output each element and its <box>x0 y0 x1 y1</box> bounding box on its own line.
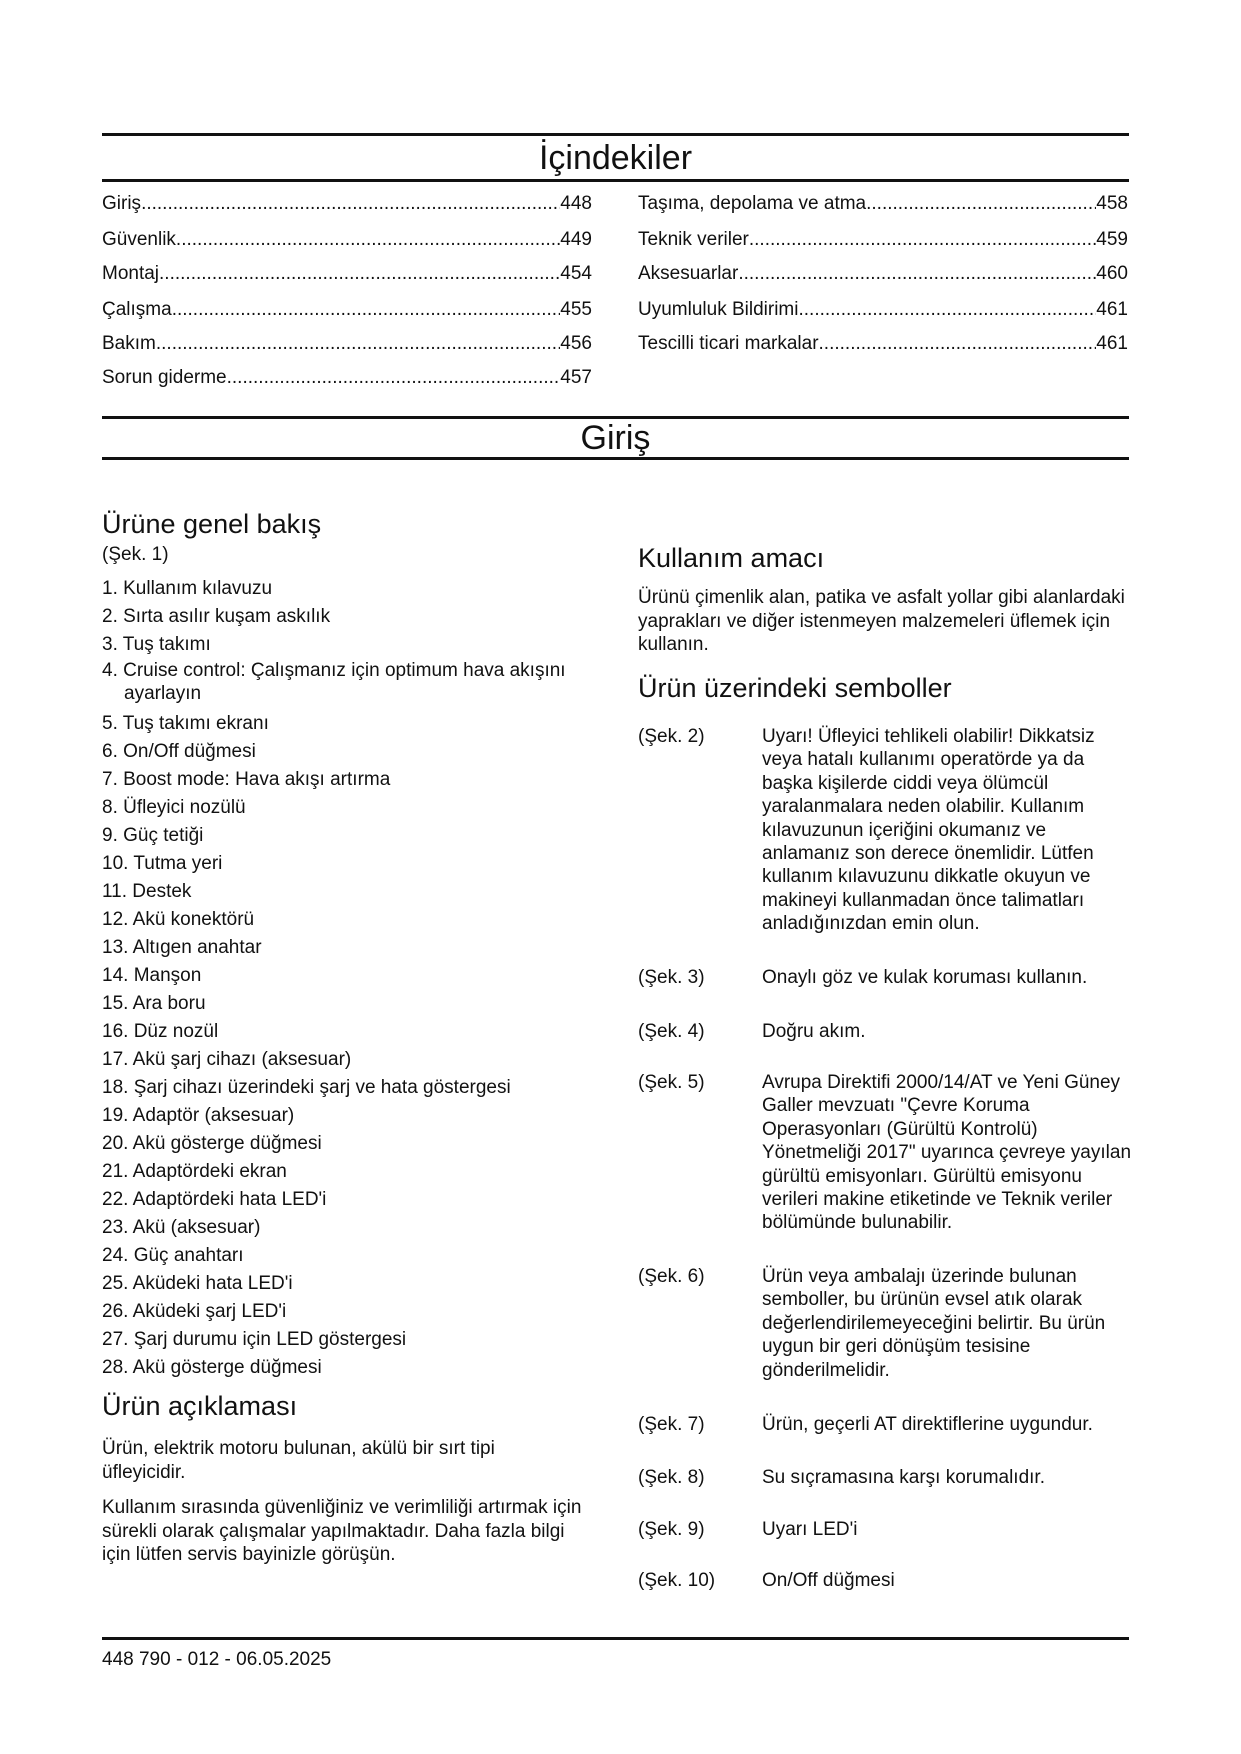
symbol-description: Doğru akım. <box>762 1021 866 1042</box>
toc-entry[interactable] <box>102 263 592 285</box>
list-item: 8. Üfleyici nozülü <box>102 797 246 818</box>
toc-entry-page: 449 <box>560 229 592 250</box>
symbol-description: On/Off düğmesi <box>762 1570 895 1591</box>
toc-entry[interactable] <box>638 193 1128 215</box>
toc-entry-page: 457 <box>560 367 592 388</box>
toc-leader-dots <box>141 193 560 215</box>
toc-entry-page: 454 <box>560 263 592 284</box>
list-item: 19. Adaptör (aksesuar) <box>102 1105 295 1126</box>
toc-entry-label: Güvenlik <box>102 229 176 250</box>
overview-list <box>102 575 602 1382</box>
symbol-description: Su sıçramasına karşı korumalıdır. <box>762 1467 1045 1488</box>
symbol-figure-ref: (Şek. 6) <box>638 1266 705 1287</box>
symbol-row <box>638 1071 1138 1235</box>
toc-entry-page: 448 <box>560 193 592 214</box>
symbol-figure-ref: (Şek. 2) <box>638 726 705 747</box>
symbol-description: Uyarı! Üfleyici tehlikeli olabilir! Dikkatsiz veya hatalı kullanımı operatörde ya da başka kişilerde ciddi veya ölümcül yaralanmalara neden olabilir. Kullanım kılavuzunun içeriğini okumanız ve anlamanız son derece önemlidir. Lütfen kullanım kılavuzunu dikkatle okuyun ve makineyi kullanmadan önce talimatları anladığınızdan emin olun. <box>762 726 1095 935</box>
list-item: 20. Akü gösterge düğmesi <box>102 1133 322 1154</box>
toc-entry[interactable] <box>638 229 1128 251</box>
toc-entry-label: Sorun giderme <box>102 367 227 388</box>
toc-entry[interactable] <box>102 299 592 321</box>
list-item: 28. Akü gösterge düğmesi <box>102 1357 322 1378</box>
list-item: 9. Güç tetiği <box>102 825 204 846</box>
toc-leader-dots <box>798 299 1096 321</box>
symbol-row <box>638 1265 1138 1382</box>
symbol-description: Uyarı LED'i <box>762 1519 858 1540</box>
list-item: 4. Cruise control: Çalışmanız için optimum hava akışını ayarlayın <box>102 660 566 704</box>
toc-entry-label: Taşıma, depolama ve atma <box>638 193 867 214</box>
section-title: Giriş <box>580 419 651 457</box>
list-item: 14. Manşon <box>102 965 202 986</box>
toc-entry-label: Montaj <box>102 263 160 284</box>
toc-entry-label: Çalışma <box>102 299 172 320</box>
list-item: 1. Kullanım kılavuzu <box>102 578 273 599</box>
section-bottom-rule <box>102 457 1129 460</box>
toc-entry-label: Tescilli ticari markalar <box>638 333 819 354</box>
symbol-description: Ürün veya ambalajı üzerinde bulunan semboller, bu ürünün evsel atık olarak değerlendirilemeyeceğini belirtir. Bu ürün uygun bir geri dönüşüm tesisine gönderilmelidir. <box>762 1266 1106 1381</box>
toc-leader-dots <box>159 263 560 285</box>
symbol-description: Ürün, geçerli AT direktiflerine uygundur. <box>762 1414 1093 1435</box>
toc-entry-page: 460 <box>1096 263 1128 284</box>
symbol-row <box>638 1020 1138 1043</box>
toc-entry-page: 455 <box>560 299 592 320</box>
toc-leader-dots <box>172 299 561 321</box>
list-item: 24. Güç anahtarı <box>102 1245 244 1266</box>
list-item: 18. Şarj cihazı üzerindeki şarj ve hata göstergesi <box>102 1077 511 1098</box>
toc-entry[interactable] <box>638 263 1128 285</box>
toc-leader-dots <box>866 193 1096 215</box>
toc-leader-dots <box>738 263 1096 285</box>
toc-entry[interactable] <box>638 299 1128 321</box>
list-item: 11. Destek <box>102 881 192 902</box>
toc-top-rule <box>102 133 1129 136</box>
list-item: 26. Aküdeki şarj LED'i <box>102 1301 287 1322</box>
list-item: 10. Tutma yeri <box>102 853 223 874</box>
list-item: 3. Tuş takımı <box>102 634 211 655</box>
symbol-row <box>638 1466 1138 1489</box>
toc-entry[interactable] <box>102 229 592 251</box>
list-item: 15. Ara boru <box>102 993 206 1014</box>
toc-entry[interactable] <box>638 333 1128 355</box>
list-item: 2. Sırta asılır kuşam askılık <box>102 606 331 627</box>
toc-title: İçindekiler <box>538 139 693 177</box>
toc-leader-dots <box>176 229 560 251</box>
footer-document-id: 448 790 - 012 - 06.05.2025 <box>102 1649 332 1670</box>
description-paragraph-1: Ürün, elektrik motoru bulunan, akülü bir sırt tipi üfleyicidir. <box>102 1438 495 1483</box>
list-item: 22. Adaptördeki hata LED'i <box>102 1189 327 1210</box>
symbol-row <box>638 1518 1138 1541</box>
description-paragraph-2: Kullanım sırasında güvenliğiniz ve verimliliği artırmak için sürekli olarak çalışmalar yapılmaktadır. Daha fazla bilgi için lütfen servis bayinizle görüşün. <box>102 1497 582 1565</box>
list-item: 27. Şarj durumu için LED göstergesi <box>102 1329 407 1350</box>
toc-entry-label: Teknik veriler <box>638 229 749 250</box>
toc-entry-page: 459 <box>1096 229 1128 250</box>
symbol-figure-ref: (Şek. 9) <box>638 1519 705 1540</box>
overview-heading: Ürüne genel bakış <box>102 509 322 539</box>
symbols-heading: Ürün üzerindeki semboller <box>638 673 952 703</box>
list-item: 21. Adaptördeki ekran <box>102 1161 287 1182</box>
toc-entry-label: Giriş <box>102 193 142 214</box>
toc-entry-page: 461 <box>1096 299 1128 320</box>
symbol-row <box>638 1569 1138 1592</box>
toc-entry-label: Bakım <box>102 333 156 354</box>
toc-leader-dots <box>819 333 1097 355</box>
footer-rule <box>102 1637 1129 1640</box>
symbol-description: Avrupa Direktifi 2000/14/AT ve Yeni Güney Galler mevzuatı "Çevre Koruma Operasyonları (Gürültü Kontrolü) Yönetmeliği 2017" uyarınca çevreye yayılan gürültü emisyonları. Gürültü emisyonu verileri makine etiketinde ve Teknik veriler bölümünde bulunabilir. <box>762 1072 1132 1234</box>
symbol-row <box>638 966 1138 989</box>
toc-entry[interactable] <box>102 367 592 389</box>
symbol-row <box>638 1413 1138 1436</box>
list-item: 16. Düz nozül <box>102 1021 219 1042</box>
list-item: 12. Akü konektörü <box>102 909 255 930</box>
toc-entry-label: Uyumluluk Bildirimi <box>638 299 799 320</box>
toc-entry-page: 461 <box>1096 333 1128 354</box>
intended-use-text: Ürünü çimenlik alan, patika ve asfalt yollar gibi alanlardaki yaprakları ve diğer istenmeyen malzemeleri üflemek için kullanın. <box>638 587 1125 655</box>
symbol-figure-ref: (Şek. 8) <box>638 1467 705 1488</box>
symbol-figure-ref: (Şek. 5) <box>638 1072 705 1093</box>
symbol-figure-ref: (Şek. 10) <box>638 1570 716 1591</box>
description-heading: Ürün açıklaması <box>102 1391 298 1421</box>
list-item: 17. Akü şarj cihazı (aksesuar) <box>102 1049 352 1070</box>
toc-entry-page: 458 <box>1096 193 1128 214</box>
list-item: 7. Boost mode: Hava akışı artırma <box>102 769 391 790</box>
list-item: 23. Akü (aksesuar) <box>102 1217 261 1238</box>
toc-leader-dots <box>749 229 1096 251</box>
symbol-description: Onaylı göz ve kulak koruması kullanın. <box>762 967 1088 988</box>
symbol-figure-ref: (Şek. 4) <box>638 1021 705 1042</box>
toc-leader-dots <box>227 367 561 389</box>
toc-leader-dots <box>156 333 560 355</box>
toc-bottom-rule <box>102 179 1129 182</box>
list-item: 25. Aküdeki hata LED'i <box>102 1273 293 1294</box>
list-item: 5. Tuş takımı ekranı <box>102 713 269 734</box>
list-item: 6. On/Off düğmesi <box>102 741 256 762</box>
symbol-figure-ref: (Şek. 3) <box>638 967 705 988</box>
symbol-figure-ref: (Şek. 7) <box>638 1414 705 1435</box>
overview-figure-ref: (Şek. 1) <box>102 544 169 565</box>
intended-use-heading: Kullanım amacı <box>638 543 825 573</box>
toc-entry[interactable] <box>102 193 592 215</box>
list-item: 13. Altıgen anahtar <box>102 937 262 958</box>
toc-entry-label: Aksesuarlar <box>638 263 739 284</box>
toc-entry-page: 456 <box>560 333 592 354</box>
toc-entry[interactable] <box>102 333 592 355</box>
symbol-row <box>638 725 1138 936</box>
